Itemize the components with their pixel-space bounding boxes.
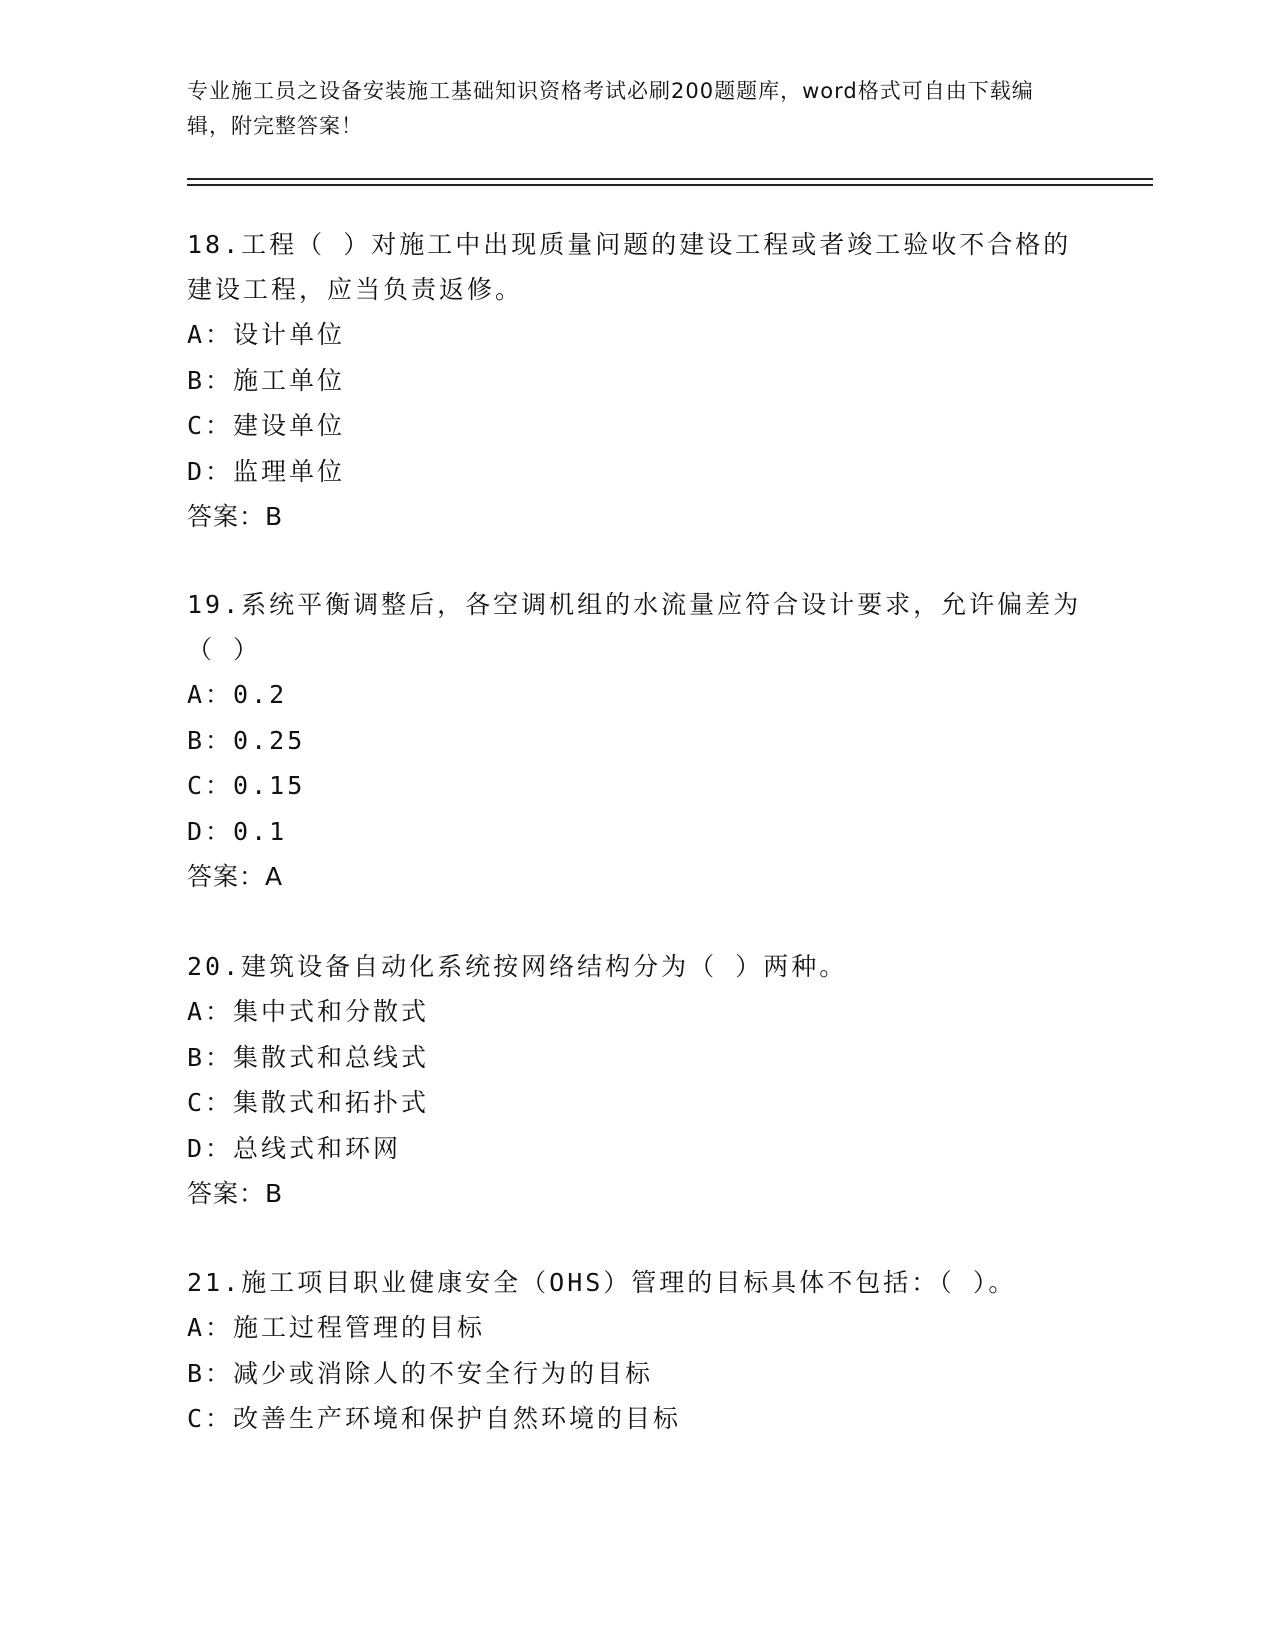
option-a: A：集中式和分散式 xyxy=(187,997,430,1026)
option-c: C：建设单位 xyxy=(187,411,346,440)
option-c: C：改善生产环境和保护自然环境的目标 xyxy=(187,1404,682,1433)
question-21 xyxy=(187,1260,1087,1442)
option-d: D：总线式和环网 xyxy=(187,1133,402,1163)
header-divider-top xyxy=(187,178,1153,180)
option-a: A：施工过程管理的目标 xyxy=(187,1313,486,1342)
header-divider-bottom xyxy=(187,184,1153,186)
option-a: A：设计单位 xyxy=(187,320,346,349)
question-stem: 19.系统平衡调整后，各空调机组的水流量应符合设计要求，允许偏差为（ ） xyxy=(187,590,1082,664)
question-stem: 20.建筑设备自动化系统按网络结构分为（ ）两种。 xyxy=(187,952,848,981)
answer: 答案：B xyxy=(187,1179,284,1208)
option-a: A：0.2 xyxy=(187,680,288,709)
option-b: B：0.25 xyxy=(187,725,306,755)
document-header: 专业施工员之设备安装施工基础知识资格考试必刷200题题库，word格式可自由下载编辑，附完整答案！ xyxy=(187,79,1034,138)
question-stem: 18.工程（ ）对施工中出现质量问题的建设工程或者竣工验收不合格的建设工程，应当负责返修。 xyxy=(187,230,1072,304)
answer: 答案：B xyxy=(187,502,284,531)
option-c: C：集散式和拓扑式 xyxy=(187,1088,430,1117)
question-18 xyxy=(187,222,1087,540)
option-b: B：集散式和总线式 xyxy=(187,1042,430,1072)
answer: 答案：A xyxy=(187,862,284,891)
option-d: D：0.1 xyxy=(187,816,288,846)
question-20 xyxy=(187,944,1087,1217)
option-b: B：减少或消除人的不安全行为的目标 xyxy=(187,1358,654,1388)
option-c: C：0.15 xyxy=(187,771,306,800)
question-19 xyxy=(187,582,1087,900)
option-b: B：施工单位 xyxy=(187,365,346,395)
question-stem: 21.施工项目职业健康安全（OHS）管理的目标具体不包括：（ ）。 xyxy=(187,1268,1017,1297)
option-d: D：监理单位 xyxy=(187,456,346,486)
